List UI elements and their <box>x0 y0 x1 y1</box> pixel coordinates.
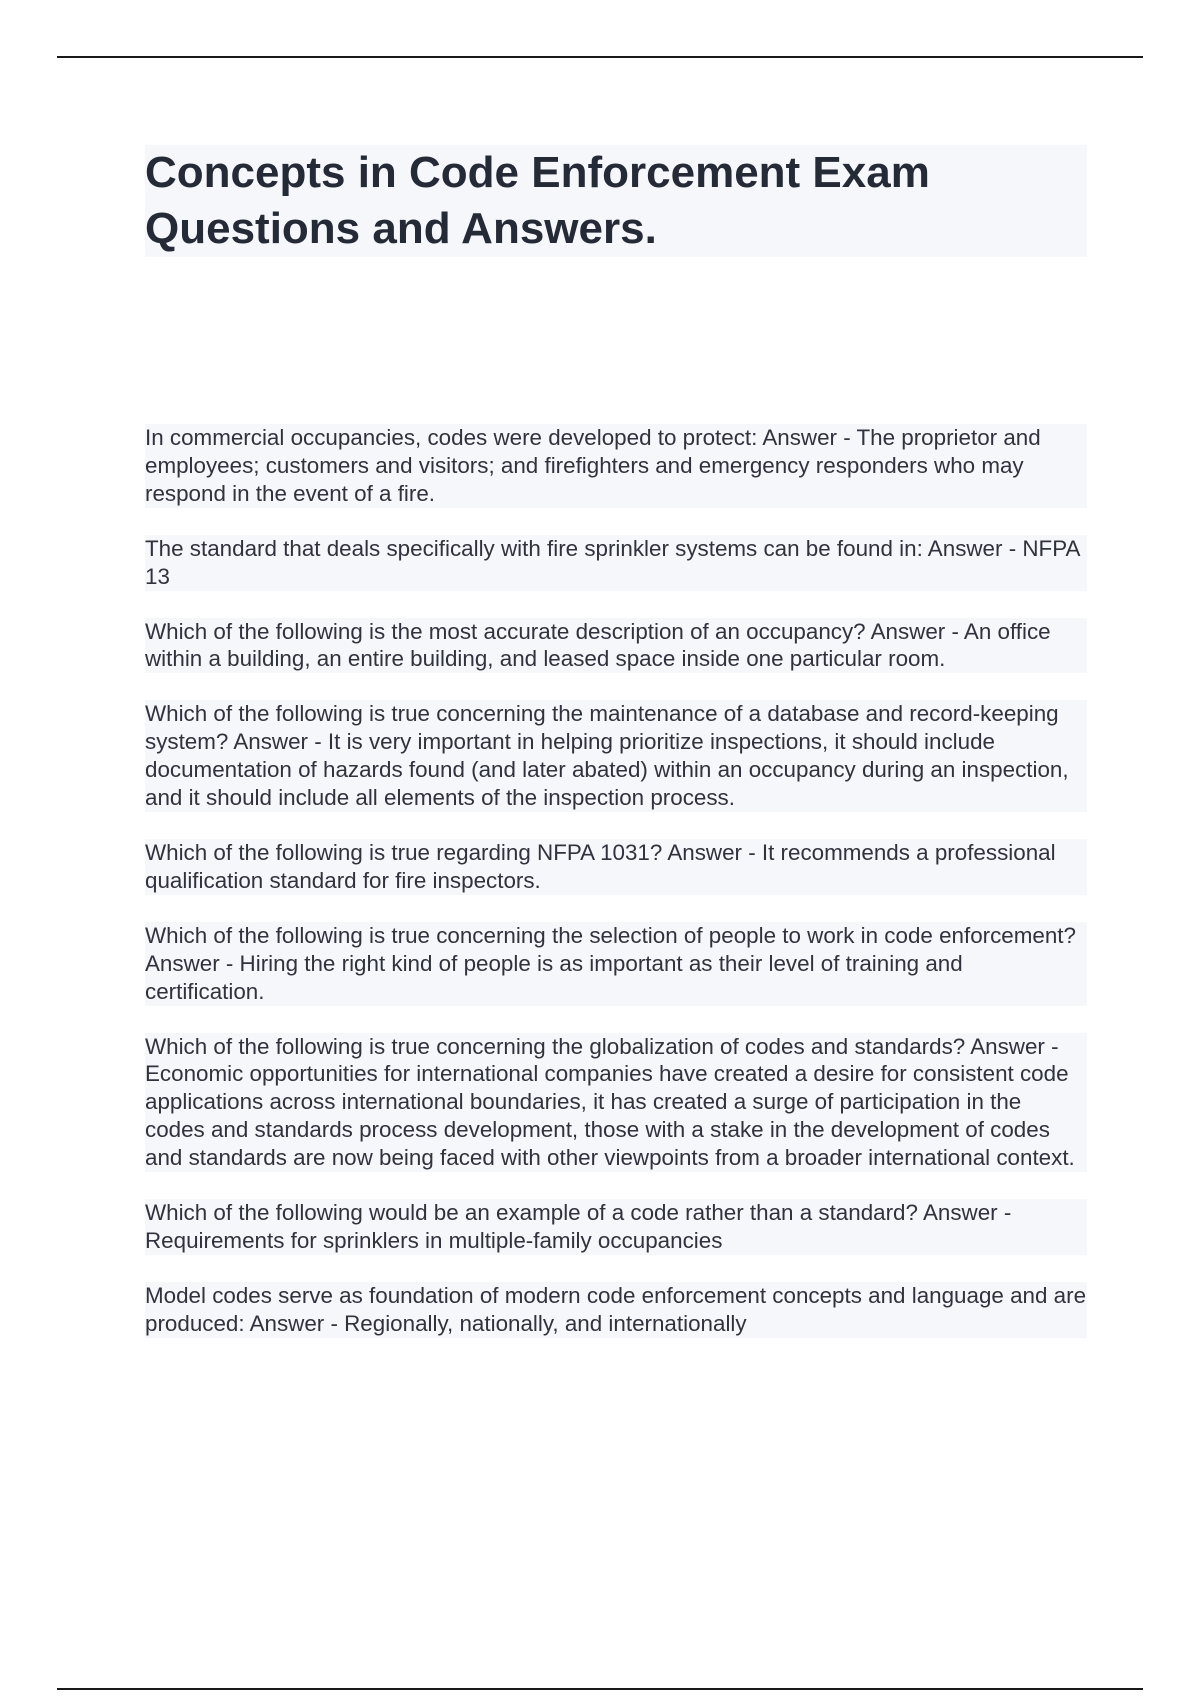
page-title <box>145 145 1087 257</box>
qa-item-2: The standard that deals specifically with fire sprinkler systems can be found in: Answer - NFPA 13 <box>145 535 1087 591</box>
qa-list <box>145 424 1087 1365</box>
title-line-1: Concepts in Code Enforcement Exam <box>145 148 930 197</box>
bottom-divider <box>57 1688 1143 1690</box>
qa-item-3: Which of the following is the most accurate description of an occupancy? Answer - An office within a building, an entire building, and leased space inside one particular room. <box>145 618 1087 674</box>
qa-item-9: Model codes serve as foundation of modern code enforcement concepts and language and are produced: Answer - Regionally, nationally, and internationally <box>145 1282 1087 1336</box>
qa-item-7: Which of the following is true concerning the globalization of codes and standards? Answer - Economic opportunities for international companies have created a desire for consistent code applications across international boundaries, it has created a surge of participation in the codes and standards process development, those with a stake in the development of codes and standards are now being faced with other viewpoints from a broader international context. <box>145 1033 1087 1173</box>
top-divider <box>57 56 1143 58</box>
title-line-2: Questions and Answers. <box>145 204 657 253</box>
qa-item-5: Which of the following is true regarding NFPA 1031? Answer - It recommends a professional qualification standard for fire inspectors. <box>145 839 1087 895</box>
title-block <box>145 145 1087 257</box>
qa-item-1: In commercial occupancies, codes were developed to protect: Answer - The proprietor and employees; customers and visitors; and firefighters and emergency responders who may respond in the event of a fire. <box>145 424 1087 508</box>
qa-item-6: Which of the following is true concerning the selection of people to work in code enforcement? Answer - Hiring the right kind of people is as important as their level of training and certification. <box>145 922 1087 1006</box>
qa-item-4: Which of the following is true concerning the maintenance of a database and record-keeping system? Answer - It is very important in helping prioritize inspections, it should include documentation of hazards found (and later abated) within an occupancy during an inspection, and it should include all elements of the inspection process. <box>145 700 1087 812</box>
qa-item-8: Which of the following would be an example of a code rather than a standard? Answer - Requirements for sprinklers in multiple-family occupancies <box>145 1199 1087 1255</box>
